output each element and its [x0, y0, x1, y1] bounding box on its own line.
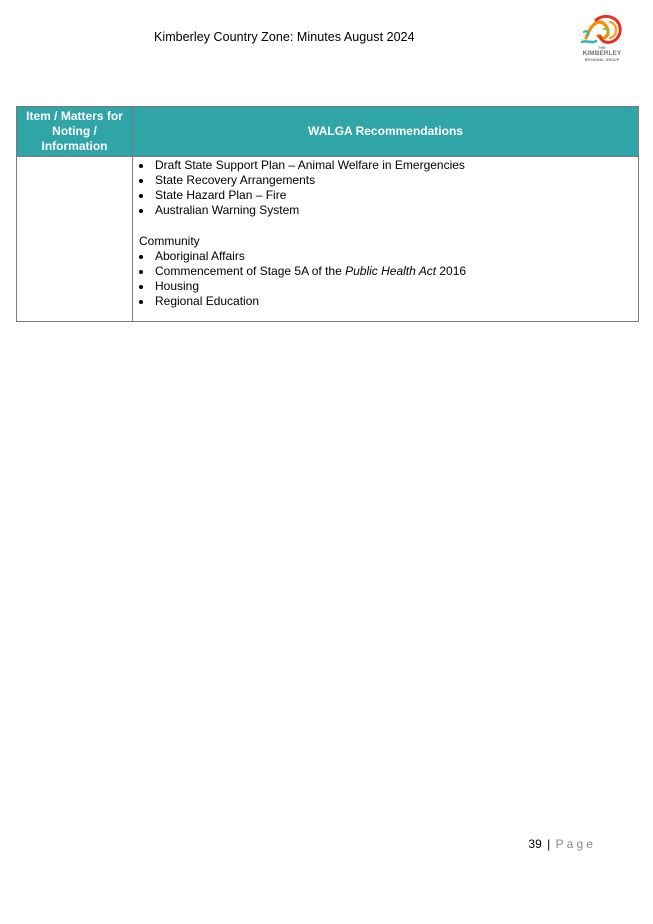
- act-name: Public Health Act: [345, 264, 437, 278]
- list-item-text: Commencement of Stage 5A of the: [155, 264, 346, 278]
- page-separator: |: [547, 837, 551, 851]
- walga-recommendations-table: [16, 106, 639, 322]
- table-header-row: [17, 107, 639, 157]
- list-item: Regional Education: [139, 294, 632, 309]
- document-header-title: Kimberley Country Zone: Minutes August 2024: [154, 30, 415, 44]
- logo-swirl-icon: [574, 12, 630, 48]
- table-row: [17, 157, 639, 322]
- column-header-walga-recommendations: WALGA Recommendations: [133, 107, 639, 157]
- logo-text-kimberley: KIMBERLEY: [582, 50, 622, 57]
- list-item: Australian Warning System: [139, 203, 632, 218]
- list-item: State Recovery Arrangements: [139, 173, 632, 188]
- recommendations-list-1: [139, 158, 632, 218]
- recommendations-list-2: [139, 249, 632, 309]
- list-item: State Hazard Plan – Fire: [139, 188, 632, 203]
- recommendations-cell: [133, 157, 639, 322]
- logo-text-the: THE: [598, 46, 606, 50]
- logo-text-regional-group: REGIONAL GROUP: [584, 58, 620, 62]
- page-footer: [528, 837, 596, 851]
- page-number: 39: [528, 837, 542, 851]
- list-item: Housing: [139, 279, 632, 294]
- list-item: Aboriginal Affairs: [139, 249, 632, 264]
- item-cell: [17, 157, 133, 322]
- column-header-item: Item / Matters for Noting / Information: [17, 107, 133, 157]
- page-label: Page: [555, 837, 596, 851]
- list-item: [139, 264, 632, 279]
- list-item-text: 2016: [436, 264, 467, 278]
- section-heading-community: Community: [139, 234, 200, 248]
- list-item: Draft State Support Plan – Animal Welfare in Emergencies: [139, 158, 632, 173]
- kimberley-regional-group-logo: [574, 12, 630, 70]
